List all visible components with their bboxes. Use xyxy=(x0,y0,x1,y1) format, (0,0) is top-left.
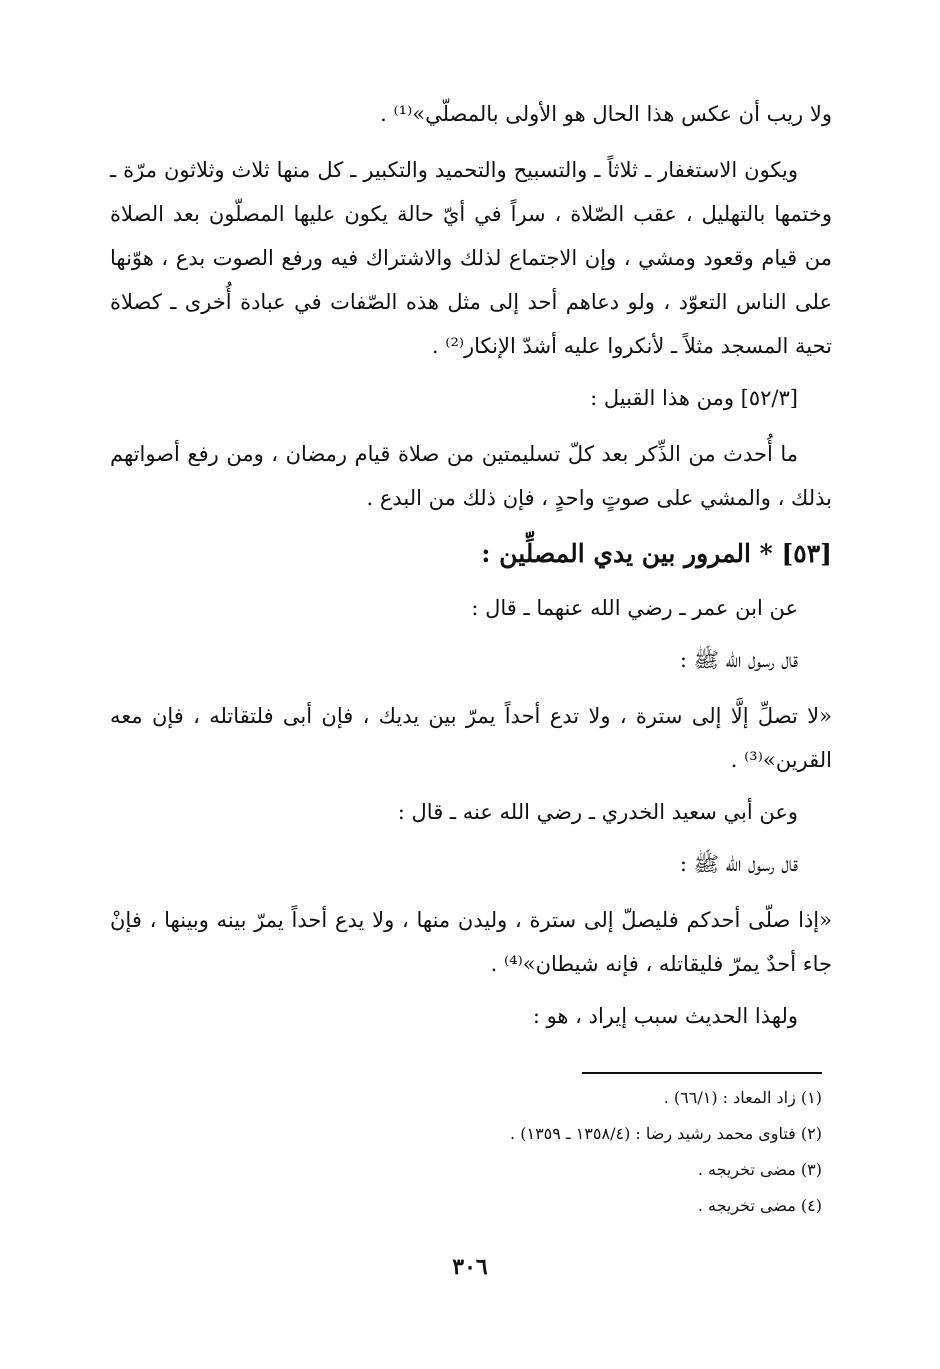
footnote-4: (٤) مضى تخريجه . xyxy=(697,1196,822,1215)
footnotes xyxy=(122,1080,822,1224)
paragraph-7: «لا تصلِّ إلَّا إلى سترة ، ولا تدع أحداً يمرّ بين يديك ، فإن أبى فلتقاتله ، فإن معه القرين»⁽³⁾ . xyxy=(110,704,833,772)
footnote-2: (٢) فتاوى محمد رشيد رضا : (١٣٥٨/٤ ـ ١٣٥٩) . xyxy=(510,1124,822,1143)
paragraph-4: ما أُحدث من الذِّكر بعد كلّ تسليمتين من صلاة قيام رمضان ، ومن رفع أصواتهم بذلك ، والمشي على صوتٍ واحدٍ ، فإن ذلك من البدع . xyxy=(110,442,832,510)
footnote-1: (١) زاد المعاد : (٦٦/١) . xyxy=(663,1088,822,1107)
paragraph-5: عن ابن عمر ـ رضي الله عنهما ـ قال : xyxy=(471,596,798,620)
paragraph-6: قال رسول الله ﷺ : xyxy=(679,648,798,672)
paragraph-3: [٥٢/٣] ومن هذا القبيل : xyxy=(590,386,798,410)
paragraph-2: ويكون الاستغفار ـ ثلاثاً ـ والتسبيح والتحميد والتكبير ـ كل منها ثلاث وثلاثون مرّة ـ وختمها بالتهليل ، عقب الصّلاة ، سراً في أيّ حالة يكون عليها المصلّون بعد الصلاة من قيام وقعود ومشي ، وإن الاجتماع لذلك والاشتراك فيه ورفع الصوت بدع ، هوّنها على الناس التعوّد ، ولو دعاهم أحد إلى مثل هذه الصّفات في عبادة أُخرى ـ كصلاة تحية المسجد مثلاً ـ لأنكروا عليه أشدّ الإنكار⁽²⁾ . xyxy=(110,158,832,358)
page-number: ٣٠٦ xyxy=(452,1254,488,1280)
paragraph-1: ولا ريب أن عكس هذا الحال هو الأولى بالمصلّي»⁽¹⁾ . xyxy=(380,102,832,126)
paragraph-9: قال رسول الله ﷺ : xyxy=(679,852,798,876)
footnote-3: (٣) مضى تخريجه . xyxy=(697,1160,822,1179)
paragraph-10: «إذا صلّى أحدكم فليصلّ إلى سترة ، وليدن منها ، ولا يدع أحداً يمرّ بينه وبينها ، فإنْ جاء أحدٌ يمرّ فليقاتله ، فإنه شيطان»⁽⁴⁾ . xyxy=(110,908,832,976)
footnote-divider xyxy=(582,1072,822,1074)
main-text xyxy=(110,92,832,1038)
paragraph-8: وعن أبي سعيد الخدري ـ رضي الله عنه ـ قال : xyxy=(397,800,798,824)
paragraph-11: ولهذا الحديث سبب إيراد ، هو : xyxy=(532,1004,798,1028)
section-heading: [٥٣] * المرور بين يدي المصلِّين : xyxy=(481,539,832,568)
